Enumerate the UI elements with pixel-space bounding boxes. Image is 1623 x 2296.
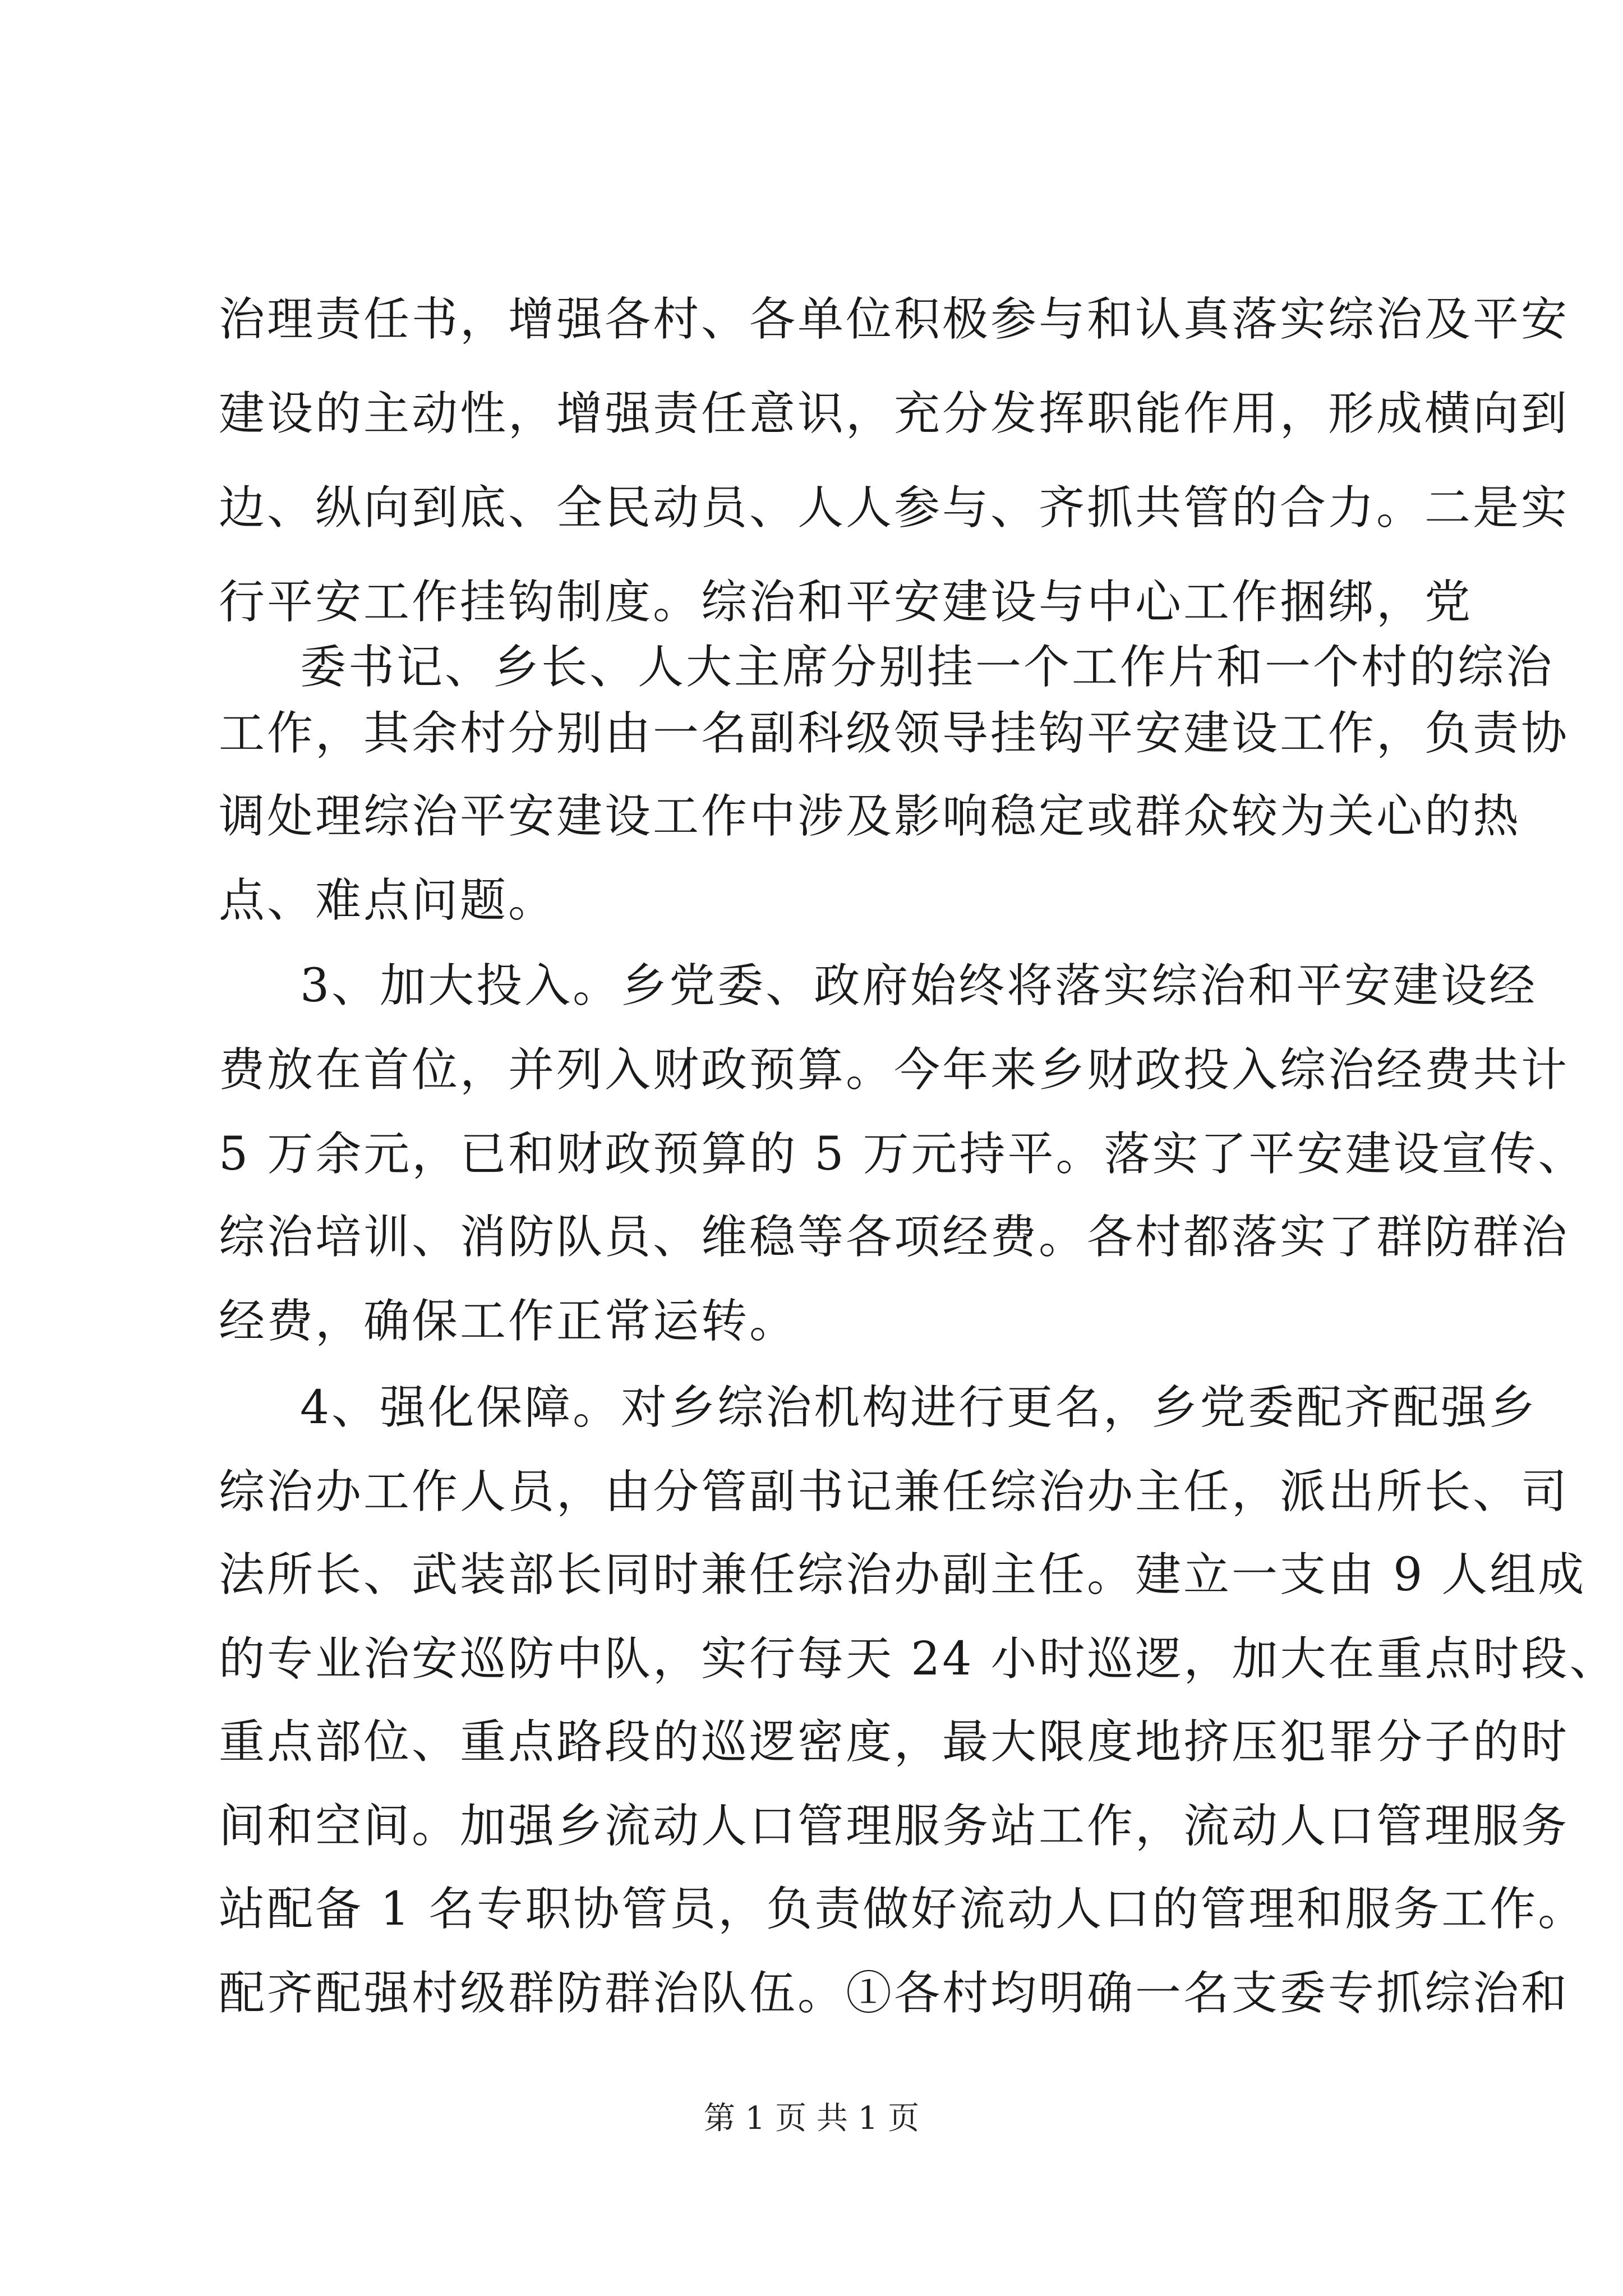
text-line: 费放在首位，并列入财政预算。今年来乡财政投入综治经费共计	[219, 1043, 1570, 1097]
text-line: 重点部位、重点路段的巡逻密度，最大限度地挤压犯罪分子的时	[219, 1715, 1570, 1769]
text-line: 法所长、武装部长同时兼任综治办副主任。建立一支由 9 人组成	[219, 1548, 1587, 1602]
text-line: 的专业治安巡防中队，实行每天 24 小时巡逻，加大在重点时段、	[219, 1632, 1618, 1686]
text-line: 委书记、乡长、人大主席分别挂一个工作片和一个村的综治	[300, 641, 1555, 694]
text-line: 治理责任书，增强各村、各单位积极参与和认真落实综治及平安	[219, 293, 1570, 346]
text-line: 边、纵向到底、全民动员、人人参与、齐抓共管的合力。二是实	[219, 481, 1570, 535]
text-line: 站配备 1 名专职协管员，负责做好流动人口的管理和服务工作。	[219, 1883, 1587, 1936]
text-line: 行平安工作挂钩制度。综治和平安建设与中心工作捆绑，党	[219, 576, 1473, 629]
text-line: 建设的主动性，增强责任意识，充分发挥职能作用，形成横向到	[219, 387, 1570, 440]
text-line: 综治培训、消防队员、维稳等各项经费。各村都落实了群防群治	[219, 1211, 1570, 1264]
text-line: 间和空间。加强乡流动人口管理服务站工作，流动人口管理服务	[219, 1800, 1570, 1853]
text-line: 经费，确保工作正常运转。	[219, 1295, 798, 1348]
text-line: 工作，其余村分别由一名副科级领导挂钩平安建设工作，负责协	[219, 707, 1570, 760]
page-number-footer: 第 1 页 共 1 页	[703, 2100, 920, 2137]
text-line: 调处理综治平安建设工作中涉及影响稳定或群众较为关心的热	[219, 790, 1521, 843]
text-line: 5 万余元，已和财政预算的 5 万元持平。落实了平安建设宣传、	[219, 1128, 1587, 1181]
text-line: 综治办工作人员，由分管副书记兼任综治办主任，派出所长、司	[219, 1465, 1570, 1519]
text-line: 4、强化保障。对乡综治机构进行更名，乡党委配齐配强乡	[300, 1381, 1538, 1434]
text-line: 点、难点问题。	[219, 874, 557, 927]
text-line: 配齐配强村级群防群治队伍。①各村均明确一名支委专抓综治和	[219, 1967, 1570, 2020]
text-line: 3、加大投入。乡党委、政府始终将落实综治和平安建设经	[300, 959, 1538, 1013]
